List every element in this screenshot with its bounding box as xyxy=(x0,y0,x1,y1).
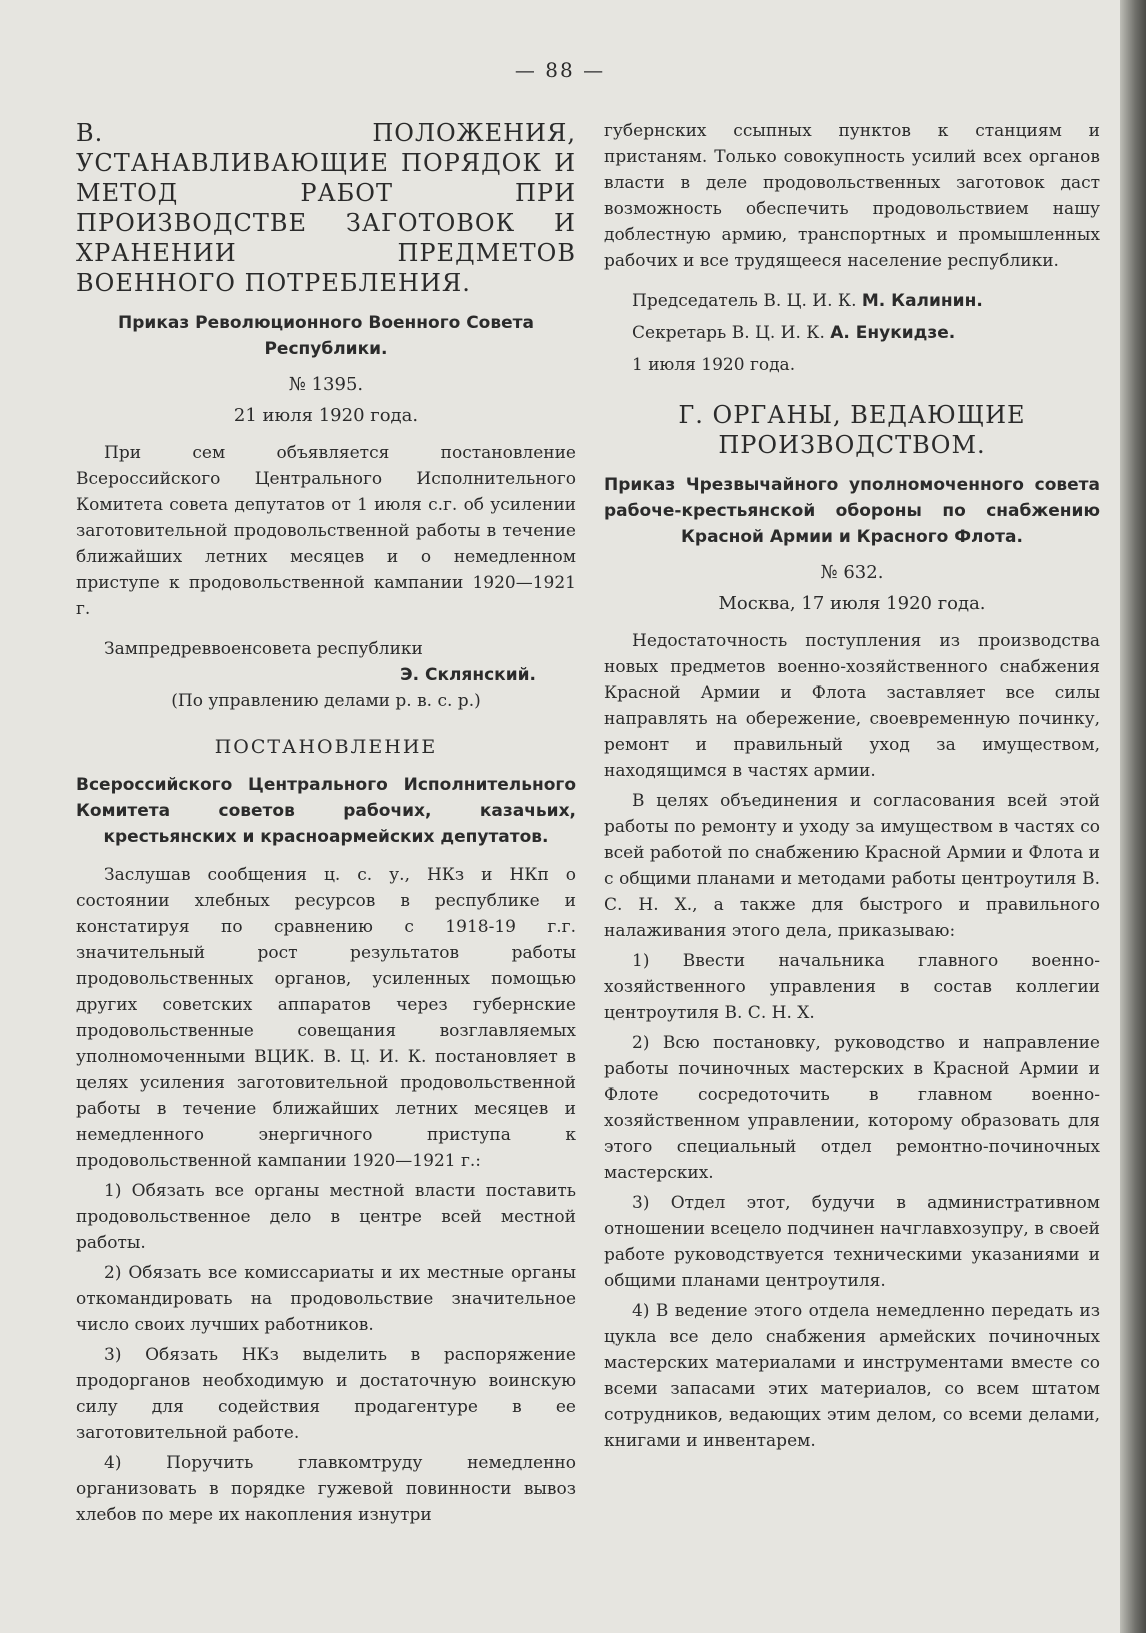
intro-paragraph: При сем объявляется постановление Всероссийского Центрального Исполнительного Комитета совета депутатов от 1 июля с.г. об усилении заготовительной продовольственной работы в течение ближайших летних месяцев и о немедленном приступе к продовольственной кампании 1920—1921 г. xyxy=(76,443,576,619)
secretary-title: Секретарь В. Ц. И. К. xyxy=(632,323,825,343)
right-column xyxy=(604,118,1100,1458)
order-paragraph: 2) Всю постановку, руководство и направление работы починочных мастерских в Красной Армии и Флоте сосредоточить в главном военно-хозяйственном управлении, которому образовать для этого специальный отдел ремонтно-починочных мастерских. xyxy=(604,1033,1100,1183)
signer-note: (По управлению делами р. в. с. р.) xyxy=(171,691,481,711)
order-title-rvs: Приказ Революционного Военного Совета Республики. xyxy=(118,313,534,359)
resolution-heading: ПОСТАНОВЛЕНИЕ xyxy=(214,736,438,758)
left-column xyxy=(76,118,576,1532)
continuation-paragraph: губернских ссыпных пунктов к станциям и пристаням. Только совокупность усилий всех органов власти в деле продовольственных заготовок даст возможность обеспечить продовольствием нашу доблестную армию, транспортных и промышленных рабочих и все трудящееся население республики. xyxy=(604,121,1100,271)
signer-name: Э. Склянский. xyxy=(400,665,536,685)
list-item: 1) Обязать все органы местной власти поставить продовольственное дело в центре всей местной работы. xyxy=(76,1181,576,1253)
signer-title: Зампредреввоенсовета республики xyxy=(104,639,423,659)
section-title-v: В. ПОЛОЖЕНИЯ, УСТАНАВЛИВАЮЩИЕ ПОРЯДОК И МЕТОД РАБОТ ПРИ ПРОИЗВОДСТВЕ ЗАГОТОВОК И ХРАНЕНИИ ПРЕДМЕТОВ ВОЕННОГО ПОТРЕБЛЕНИЯ. xyxy=(76,119,576,297)
order-paragraph: Недостаточность поступления из производства новых предметов военно-хозяйственного снабжения Красной Армии и Флота заставляет все силы направлять на обережение, своевременную починку, ремонт и правильный уход за имуществом, находящимся в частях армии. xyxy=(604,631,1100,781)
order-paragraph: 3) Отдел этот, будучи в административном отношении всецело подчинен начглавхозупру, в своей работе руководствуется техническими указаниями и общими планами центроутиля. xyxy=(604,1193,1100,1291)
resolution-preamble: Заслушав сообщения ц. с. у., НКз и НКп о состоянии хлебных ресурсов в республике и констатируя по сравнению с 1918-19 г.г. значительный рост результатов работы продовольственных органов, усиленных помощью других советских аппаратов через губернские продовольственные совещания возглавляемых уполномоченными ВЦИК. В. Ц. И. К. постановляет в целях усиления заготовительной продовольственной работы в течение ближайших летних месяцев и немедленного энергичного приступа к продовольственной кампании 1920—1921 г.: xyxy=(76,865,576,1171)
order-date-moscow: Москва, 17 июля 1920 года. xyxy=(718,593,986,614)
order-title-supply: Приказ Чрезвычайного уполномоченного совета рабоче-крестьянской обороны по снабжению Красной Армии и Красного Флота. xyxy=(604,475,1100,547)
resolution-date: 1 июля 1920 года. xyxy=(632,355,796,375)
page-edge-shadow xyxy=(1120,0,1146,1633)
order-paragraph: 1) Ввести начальника главного военно-хозяйственного управления в состав коллегии центроутиля В. С. Н. Х. xyxy=(604,951,1100,1023)
list-item: 2) Обязать все комиссариаты и их местные органы откомандировать на продовольствие значительное число своих лучших работников. xyxy=(76,1263,576,1335)
chair-name: М. Калинин. xyxy=(861,291,983,311)
order-date: 21 июля 1920 года. xyxy=(233,405,419,426)
secretary-name: А. Енукидзе. xyxy=(830,323,956,343)
list-item: 3) Обязать НКз выделить в распоряжение продорганов необходимую и достаточную воинскую силу для содействия продагентуре в ее заготовительной работе. xyxy=(76,1345,576,1443)
page-number: — 88 — xyxy=(514,58,606,82)
order-number-632: № 632. xyxy=(820,562,884,583)
order-paragraph: 4) В ведение этого отдела немедленно передать из цукла все дело снабжения армейских починочных мастерских материалами и инструментами вместе со всеми запасами этих материалов, со всем штатом сотрудников, ведающих этим делом, со всеми делами, книгами и инвентарем. xyxy=(604,1301,1100,1451)
order-number: № 1395. xyxy=(288,374,364,395)
order-paragraph: В целях объединения и согласования всей этой работы по ремонту и уходу за имуществом в частях со всей работой по снабжению Красной Армии и Флота и с общими планами и методами работы центроутиля В. С. Н. Х., а также для быстрого и правильного налаживания этого дела, приказываю: xyxy=(604,791,1100,941)
chair-title: Председатель В. Ц. И. К. xyxy=(632,291,857,311)
list-item: 4) Поручить главкомтруду немедленно организовать в порядке гужевой повинности вывоз хлебов по мере их накопления изнутри xyxy=(76,1453,576,1525)
section-title-g: Г. ОРГАНЫ, ВЕДАЮЩИЕ ПРОИЗВОДСТВОМ. xyxy=(678,401,1026,459)
resolution-subheading: Всероссийского Центрального Исполнительного Комитета советов рабочих, казачьих, крестьянских и красноармейских депутатов. xyxy=(76,775,576,847)
